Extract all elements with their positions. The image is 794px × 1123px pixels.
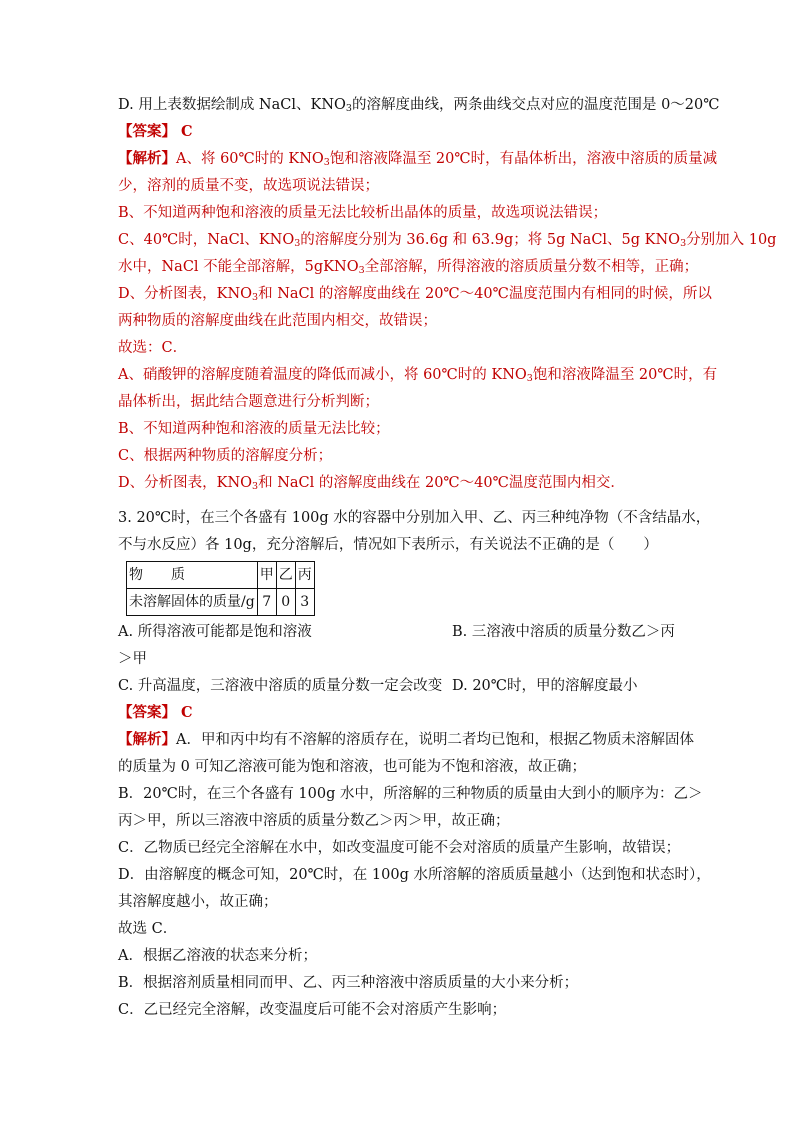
analysis-label: 【解析】 [118, 731, 176, 748]
table-row [127, 589, 315, 616]
analysis-1-a-line2: 少，溶剂的质量不变，故选项说法错误； [118, 178, 379, 194]
answer-label: 【答案】 [118, 123, 176, 140]
analysis-1-hint-b: B、不知道两种饱和溶液的质量无法比较； [118, 421, 390, 437]
table-cell: 未溶解固体的质量/g [127, 589, 258, 616]
analysis-1-hint-d: D、分析图表，$KNO_3$和 NaCl 的溶解度曲线在 20℃～40℃温度范围内相交． [118, 475, 625, 492]
solubility-table [126, 561, 315, 616]
question-3-line2: 不与水反应）各 10g，充分溶解后，情况如下表所示，有关说法不正确的是（ ） [118, 537, 658, 553]
option-b-line1: B. 三溶液中溶质的质量分数乙＞丙 [452, 624, 675, 640]
analysis-2-a-line2: 的质量为 0 可知乙溶液可能为饱和溶液，也可能为不饱和溶液，故正确； [118, 759, 586, 775]
answer-value: C [176, 704, 193, 721]
option-d: D. 20℃时，甲的溶解度最小 [452, 678, 638, 694]
table-cell: 0 [276, 589, 295, 616]
analysis-2-d-line1: D．由溶解度的概念可知，20℃时，在 100g 水所溶解的溶质质量越小（达到饱和状态时）， [118, 867, 711, 883]
analysis-2-a-line1: 【解析】A．甲和丙中均有不溶解的溶质存在，说明二者均已饱和，根据乙物质未溶解固体 [118, 731, 694, 748]
analysis-1-d-line1: D、分析图表，$KNO_3$和 NaCl 的溶解度曲线在 20℃～40℃温度范围内有相同的时候，所以 [118, 286, 712, 303]
question-3-line1: 3. 20℃时，在三个各盛有 100g 水的容器中分别加入甲、乙、丙三种纯净物（不含结晶水， [118, 510, 711, 526]
analysis-1-selection: 故选：C． [118, 340, 188, 356]
option-d-text: D. 用上表数据绘制成 NaCl、$KNO_3$的溶解度曲线，两条曲线交点对应的温度范围是 0～20℃ [118, 97, 720, 114]
analysis-2-d-line2: 其溶解度越小，故正确； [118, 894, 278, 910]
analysis-1-a-line1: 【解析】A、将 60℃时的 $KNO_3$饱和溶液降温至 20℃时，有晶体析出，溶液中溶质的质量减 [118, 150, 718, 168]
analysis-1-c-line2: 水中，NaCl 不能全部溶解，5gKNO$_3$全部溶解，所得溶液的溶质质量分数不相等，正确； [118, 259, 699, 276]
table-cell: 物 质 [127, 562, 258, 589]
analysis-2-b-line1: B．20℃时，在三个各盛有 100g 水中，所溶解的三种物质的质量由大到小的顺序为：乙＞ [118, 786, 703, 802]
analysis-1-hint-a-line1: A、硝酸钾的溶解度随着温度的降低而减小，将 60℃时的 $KNO_3$饱和溶液降温至 20℃时，有 [118, 367, 718, 384]
option-b-line2: ＞甲 [118, 651, 147, 667]
table-cell: 丙 [295, 562, 314, 589]
table-cell: 乙 [276, 562, 295, 589]
table-cell: 3 [295, 589, 314, 616]
analysis-2-b-line2: 丙＞甲，所以三溶液中溶质的质量分数乙＞丙＞甲，故正确； [118, 813, 510, 829]
option-a: A. 所得溶液可能都是饱和溶液 [118, 624, 312, 640]
analysis-2-hint-a: A．根据乙溶液的状态来分析； [118, 948, 317, 964]
answer-value: C [176, 123, 193, 140]
answer-label: 【答案】 [118, 704, 176, 721]
answer-1 [118, 122, 193, 142]
analysis-1-hint-a-line2: 晶体析出，据此结合题意进行分析判断； [118, 394, 379, 410]
analysis-1-b: B、不知道两种饱和溶液的质量无法比较析出晶体的质量，故选项说法错误； [118, 205, 608, 221]
analysis-2-hint-c: C．乙已经完全溶解，改变温度后可能不会对溶质产生影响； [118, 1002, 507, 1018]
analysis-1-c-line1: C、40℃时，NaCl、$KNO_3$的溶解度分别为 36.6g 和 63.9g；将 5g NaCl、5g $KNO_3$分别加入 10g [118, 232, 777, 249]
analysis-1-hint-c: C、根据两种物质的溶解度分析； [118, 448, 333, 464]
table-cell: 7 [257, 589, 276, 616]
table-row [127, 562, 315, 589]
answer-2 [118, 703, 193, 723]
analysis-1-d-line2: 两种物质的溶解度曲线在此范围内相交，故错误； [118, 313, 437, 329]
analysis-label: 【解析】 [118, 150, 176, 167]
analysis-2-selection: 故选 C． [118, 921, 178, 937]
option-c: C. 升高温度，三溶液中溶质的质量分数一定会改变 [118, 678, 443, 694]
analysis-2-c: C．乙物质已经完全溶解在水中，如改变温度可能不会对溶质的质量产生影响，故错误； [118, 840, 681, 856]
table-cell: 甲 [257, 562, 276, 589]
analysis-2-hint-b: B．根据溶剂质量相同而甲、乙、丙三种溶液中溶质质量的大小来分析； [118, 975, 579, 991]
